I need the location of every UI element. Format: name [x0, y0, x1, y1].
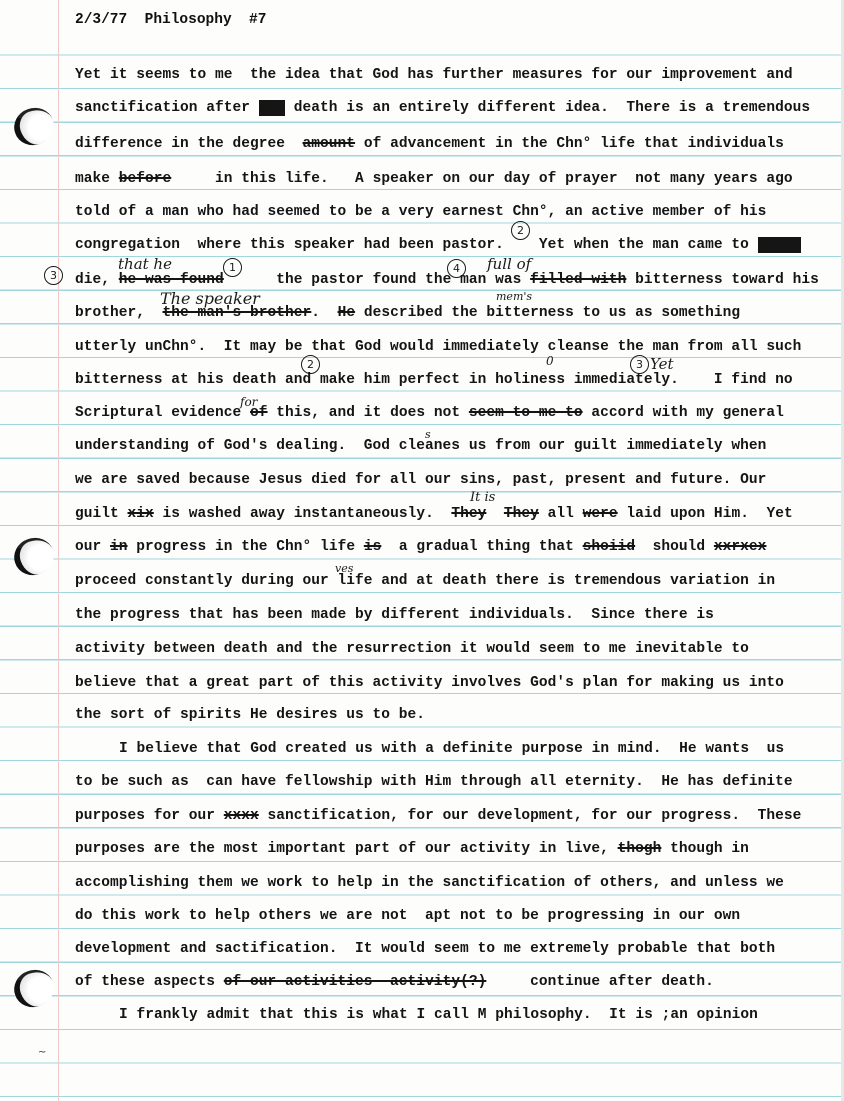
text-line: [75, 471, 844, 489]
struck-text: he was found: [118, 272, 224, 288]
text-segment: bitterness at his death and make him perfect in holiness immediately. I find no: [75, 372, 793, 388]
circled-number: 3: [44, 266, 63, 285]
text-line: [75, 404, 844, 422]
text-line: [75, 907, 844, 925]
header-page-number: #7: [249, 12, 267, 28]
text-segment: of these aspects: [75, 974, 224, 990]
struck-text: xix: [127, 506, 154, 522]
text-segment: to be such as can have fellowship with Him through all eternity. He has definite: [75, 774, 793, 790]
text-line: [75, 99, 844, 117]
struck-text: He: [337, 305, 356, 321]
header-subject: Philosophy: [144, 12, 232, 28]
typed-over-text: xxx: [258, 100, 286, 116]
text-line: [75, 437, 844, 455]
text-line: [75, 203, 844, 221]
text-segment: told of a man who had seemed to be a very earnest Chn°, an active member of his: [75, 204, 767, 220]
struck-text: seem to me to: [468, 405, 583, 421]
circled-number: 3: [630, 355, 649, 374]
text-line: [75, 874, 844, 892]
struck-text: shoiid: [582, 539, 636, 555]
text-segment: we are saved because Jesus died for all our sins, past, present and future. Our: [75, 472, 767, 488]
text-line: [119, 1006, 844, 1024]
text-segment: our: [75, 539, 111, 555]
text-segment: do this work to help others we are not apt not to be progressing in our own: [75, 908, 741, 924]
handwritten-note: full of: [487, 255, 532, 273]
text-line: [75, 538, 844, 556]
struck-text: the man's brother: [162, 305, 312, 321]
text-line: [75, 674, 844, 692]
text-segment: Yet it seems to me the idea that God has further measures for our improvement and: [75, 67, 793, 83]
handwritten-note: Yet: [650, 355, 674, 373]
text-segment: brother,: [75, 305, 163, 321]
binder-hole-top: [9, 102, 59, 150]
text-segment: progress in the Chn° life: [127, 539, 364, 555]
text-segment: laid upon Him. Yet: [617, 506, 793, 522]
text-segment: accord with my general: [582, 405, 784, 421]
text-segment: activity between death and the resurrection it would seem to me inevitable to: [75, 641, 749, 657]
text-segment: the progress that has been made by different individuals. Since there is: [75, 607, 714, 623]
struck-text: were: [582, 506, 618, 522]
struck-text: in: [110, 539, 128, 555]
handwritten-note: that he: [118, 255, 172, 273]
text-segment: proceed constantly during our life and at death there is tremendous variation in: [75, 573, 776, 589]
text-segment: is washed away instantaneously.: [153, 506, 452, 522]
text-segment: should: [635, 539, 714, 555]
handwritten-number: 0: [546, 354, 554, 368]
text-segment: utterly unChn°. It may be that God would immediately cleanse the man from all such: [75, 339, 802, 355]
text-segment: difference in the degree: [75, 136, 303, 152]
struck-text: of our activities activity(?): [223, 974, 487, 990]
text-line: [75, 973, 844, 991]
struck-text: before: [118, 171, 172, 187]
binder-hole-bottom: [9, 964, 59, 1012]
binder-hole-middle: [9, 532, 59, 580]
text-segment: [486, 506, 504, 522]
text-segment: believe that a great part of this activity involves God's plan for making us into: [75, 675, 784, 691]
text-segment: sanctification, for our development, for our progress. These: [258, 808, 802, 824]
header-date: 2/3/77: [75, 12, 128, 28]
handwritten-note: for: [240, 395, 258, 409]
text-line: [75, 606, 844, 624]
text-segment: I believe that God created us with a definite purpose in mind. He wants us: [119, 741, 785, 757]
text-line: [75, 706, 844, 724]
text-segment: all: [538, 506, 583, 522]
struck-text: amount: [302, 136, 356, 152]
text-segment: though in: [661, 841, 749, 857]
handwritten-note: The speaker: [160, 289, 260, 308]
circled-number: 2: [511, 221, 530, 240]
text-segment: death is an entirely different idea. There is a tremendous: [285, 100, 811, 116]
text-line: [75, 640, 844, 658]
text-segment: guilt: [75, 506, 128, 522]
struck-text: xxrxex: [713, 539, 767, 555]
text-line: [119, 740, 844, 758]
text-segment: of advancement in the Chn° life that individuals: [355, 136, 784, 152]
text-line: [75, 840, 844, 858]
circled-number: 1: [223, 258, 242, 277]
text-line: [75, 940, 844, 958]
text-line: [75, 572, 844, 590]
struck-text: They: [503, 506, 539, 522]
text-segment: in this life. A speaker on our day of prayer not many years ago: [171, 171, 793, 187]
handwritten-note: s: [425, 428, 431, 441]
text-segment: die,: [75, 272, 119, 288]
text-line: [75, 135, 844, 153]
text-line: [75, 66, 844, 84]
text-segment: .: [311, 305, 338, 321]
text-line: [75, 505, 844, 523]
struck-text: They: [451, 506, 487, 522]
struck-text: xxxx: [223, 808, 259, 824]
text-segment: congregation where this speaker had been pastor. Yet when the man came to: [75, 237, 758, 253]
text-segment: continue after death.: [486, 974, 714, 990]
circled-number: 2: [301, 355, 320, 374]
typed-over-text: xxxxx: [757, 237, 802, 253]
struck-text: of: [250, 405, 268, 421]
handwritten-note: It is: [470, 490, 496, 505]
text-segment: make: [75, 171, 119, 187]
text-segment: development and sactification. It would seem to me extremely probable that both: [75, 941, 776, 957]
text-line: [75, 807, 844, 825]
text-segment: this, and it does not: [267, 405, 469, 421]
pen-mark: ~: [38, 1047, 47, 1058]
text-segment: Scriptural evidence: [75, 405, 251, 421]
struck-text: is: [363, 539, 382, 555]
text-segment: accomplishing them we work to help in the sanctification of others, and unless we: [75, 875, 784, 891]
text-segment: sanctification after: [75, 100, 259, 116]
text-segment: the sort of spirits He desires us to be.: [75, 707, 426, 723]
text-segment: bitterness toward his: [626, 272, 819, 288]
text-segment: a gradual thing that: [381, 539, 583, 555]
struck-text: filled with: [530, 272, 627, 288]
text-segment: the pastor found the man was: [223, 272, 531, 288]
text-line: [75, 371, 844, 389]
text-segment: described the bitterness to us as something: [355, 305, 741, 321]
text-segment: purposes for our: [75, 808, 224, 824]
text-line: [75, 170, 844, 188]
struck-text: thogh: [617, 841, 662, 857]
margin-line: [58, 0, 59, 1101]
text-segment: purposes are the most important part of our activity in live,: [75, 841, 618, 857]
text-line: [75, 773, 844, 791]
page-header: [75, 12, 266, 28]
text-line: [75, 338, 844, 356]
text-segment: understanding of God's dealing. God cleanes us from our guilt immediately when: [75, 438, 767, 454]
circled-number: 4: [447, 259, 466, 278]
text-segment: I frankly admit that this is what I call M philosophy. It is ;an opinion: [119, 1007, 758, 1023]
handwritten-note: ves: [335, 562, 354, 575]
handwritten-note: mem's: [496, 290, 533, 303]
text-line: [75, 236, 844, 254]
